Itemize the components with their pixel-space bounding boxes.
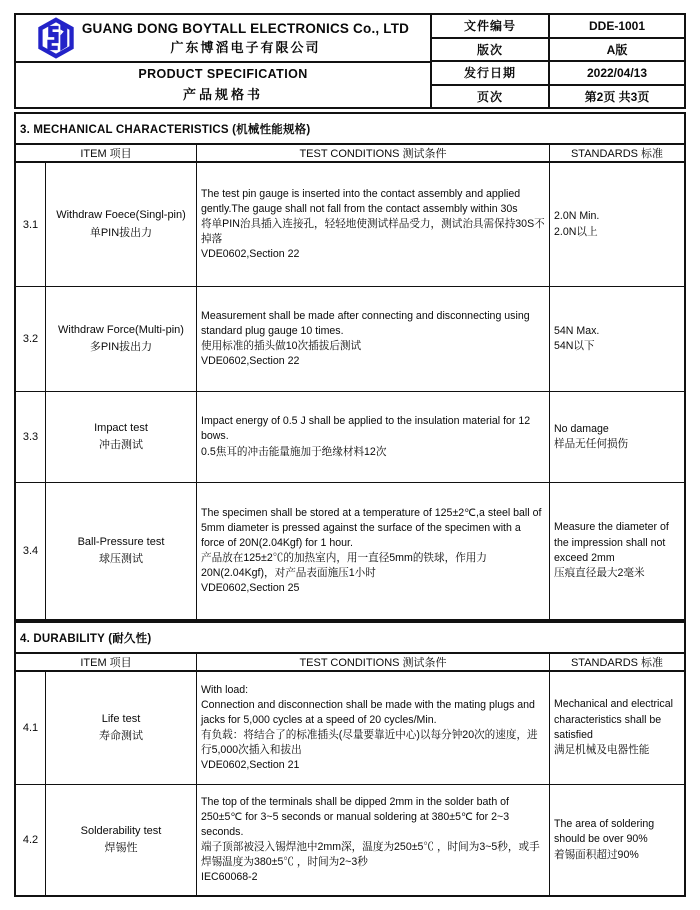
standards-cell bbox=[550, 672, 684, 784]
section-title: 3. MECHANICAL CHARACTERISTICS (机械性能规格) bbox=[16, 114, 684, 145]
info-value: DDE-1001 bbox=[588, 18, 646, 33]
condition-line: VDE0602,Section 22 bbox=[201, 355, 300, 368]
standard-line: The area of soldering should be over 90% bbox=[554, 817, 655, 846]
standard-line: 54N Max. bbox=[554, 324, 600, 337]
standards-cell bbox=[550, 163, 684, 286]
condition-line: VDE0602,Section 25 bbox=[201, 582, 300, 595]
doc-title-cn: 产品规格书 bbox=[182, 87, 263, 102]
standards-cell bbox=[550, 287, 684, 391]
info-label: 文件编号 bbox=[432, 15, 550, 37]
condition-line: 0.5焦耳的冲击能量施加于绝缘材料12次 bbox=[201, 445, 387, 458]
conditions-cell bbox=[197, 483, 550, 619]
info-value: A版 bbox=[606, 42, 628, 57]
condition-line: 使用标准的插头做10次插拔后测试 bbox=[201, 340, 362, 352]
item-name-cn: 球压测试 bbox=[99, 553, 143, 565]
item-cell bbox=[46, 785, 197, 895]
item-name-en: Withdraw Foece(Singl-pin) bbox=[56, 209, 186, 222]
document-header bbox=[14, 13, 686, 109]
conditions-cell bbox=[197, 672, 550, 784]
table-row bbox=[16, 785, 684, 895]
item-name-cn: 冲击测试 bbox=[99, 439, 143, 451]
condition-line: 产品放在125±2℃的加热室内，用一直径5mm的铁球，作用力20N(2.04Kgf)，对产品表面施压1小时 bbox=[201, 552, 487, 580]
item-name-en: Solderability test bbox=[80, 824, 162, 837]
table-header-row bbox=[16, 654, 684, 672]
info-row bbox=[432, 86, 684, 108]
condition-line: 端子顶部被浸入锡焊池中2mm深，温度为250±5℃ ，时间为3~5秒，或手焊锡温度为380±5℃ ，时间为2~3秒 bbox=[201, 841, 540, 869]
table-row bbox=[16, 672, 684, 785]
header-company-block bbox=[16, 15, 432, 107]
item-name-cn: 多PIN拔出力 bbox=[89, 341, 153, 353]
company-name-en: GUANG DONG BOYTALL ELECTRONICS Co., LTD bbox=[81, 20, 410, 36]
item-name-en: Life test bbox=[101, 712, 141, 725]
row-number: 3.4 bbox=[16, 483, 46, 619]
condition-line: 有负载：将结合了的标准插头(尽量要靠近中心)以每分钟20次的速度，进行5,000次插入和拔出 bbox=[201, 729, 538, 757]
condition-line: Measurement shall be made after connecting and disconnecting using standard plug gauge 10 times. bbox=[201, 309, 530, 337]
condition-line: Connection and disconnection shall be made with the mating plugs and jacks for 5,000 cycles at a speed of 20 cycles/Min. bbox=[201, 698, 535, 726]
table-row bbox=[16, 392, 684, 483]
item-cell bbox=[46, 483, 197, 619]
condition-line: The test pin gauge is inserted into the contact assembly and applied gently.The gauge shall not fall from the contact assembly within 30s bbox=[201, 187, 521, 215]
column-header-item: ITEM 项目 bbox=[16, 145, 197, 161]
condition-line: The specimen shall be stored at a temperature of 125±2℃,a steel ball of 5mm diameter is pressed against the surface of the specimen with a force of 20N(2.04Kgf) for 1 hour. bbox=[201, 506, 542, 549]
item-cell bbox=[46, 163, 197, 286]
info-label: 页次 bbox=[432, 86, 550, 108]
standard-line: 54N以下 bbox=[554, 340, 595, 352]
condition-line: With load: bbox=[201, 683, 249, 696]
standard-line: 压痕直径最大2毫米 bbox=[554, 567, 645, 580]
standard-line: 2.0N Min. bbox=[554, 210, 600, 223]
section bbox=[14, 112, 686, 621]
item-cell bbox=[46, 287, 197, 391]
standards-cell bbox=[550, 392, 684, 482]
info-row bbox=[432, 39, 684, 63]
item-name-cn: 焊锡性 bbox=[104, 842, 138, 854]
standard-line: Measure the diameter of the impression shall not exceed 2mm bbox=[554, 521, 669, 564]
condition-line: VDE0602,Section 22 bbox=[201, 248, 300, 261]
company-names bbox=[82, 21, 409, 56]
standard-line: Mechanical and electrical characteristics shall be satisfied bbox=[554, 698, 673, 741]
row-number: 3.2 bbox=[16, 287, 46, 391]
document-info-table bbox=[432, 15, 684, 107]
section bbox=[14, 621, 686, 897]
condition-line: 将单PIN治具插入连接孔，轻轻地使测试样品受力，测试治具需保持30S不掉落 bbox=[201, 217, 545, 246]
standard-line: 着锡面积超过90% bbox=[554, 848, 639, 861]
item-cell bbox=[46, 392, 197, 482]
standard-line: No damage bbox=[554, 422, 609, 435]
conditions-cell bbox=[197, 163, 550, 286]
condition-line: IEC60068-2 bbox=[201, 871, 258, 884]
column-header-conditions: TEST CONDITIONS 测试条件 bbox=[197, 145, 550, 161]
table-row bbox=[16, 163, 684, 287]
doc-title-block bbox=[16, 63, 430, 107]
row-number: 4.2 bbox=[16, 785, 46, 895]
info-row bbox=[432, 62, 684, 86]
column-header-conditions: TEST CONDITIONS 测试条件 bbox=[197, 654, 550, 670]
item-cell bbox=[46, 672, 197, 784]
standard-line: 样品无任何损伤 bbox=[554, 438, 629, 450]
column-header-item: ITEM 项目 bbox=[16, 654, 197, 670]
table-row bbox=[16, 287, 684, 392]
condition-line: Impact energy of 0.5 J shall be applied to the insulation material for 12 bows. bbox=[201, 415, 531, 443]
row-number: 3.3 bbox=[16, 392, 46, 482]
section-title: 4. DURABILITY (耐久性) bbox=[16, 623, 684, 654]
item-name-en: Withdraw Force(Multi-pin) bbox=[58, 323, 184, 336]
column-header-standards: STANDARDS 标准 bbox=[570, 148, 664, 160]
conditions-cell bbox=[197, 392, 550, 482]
table-body bbox=[16, 672, 684, 895]
table-body bbox=[16, 163, 684, 619]
item-name-en: Ball-Pressure test bbox=[77, 535, 165, 548]
standards-cell bbox=[550, 785, 684, 895]
row-number: 3.1 bbox=[16, 163, 46, 286]
table-header-row bbox=[16, 145, 684, 163]
condition-line: The top of the terminals shall be dipped 2mm in the solder bath of 250±5℃ for 3~5 seconds or manual soldering at 380±5℃ for 2~3 seconds. bbox=[201, 795, 510, 838]
item-name-cn: 单PIN拔出力 bbox=[89, 226, 153, 239]
conditions-cell bbox=[197, 785, 550, 895]
column-header-standards: STANDARDS 标准 bbox=[570, 657, 664, 669]
company-name-cn: 广东博滔电子有限公司 bbox=[170, 39, 321, 55]
doc-title-en: PRODUCT SPECIFICATION bbox=[138, 67, 308, 81]
company-logo-icon bbox=[37, 17, 75, 59]
standard-line: 2.0N以上 bbox=[554, 225, 598, 238]
info-label: 版次 bbox=[432, 39, 550, 61]
conditions-cell bbox=[197, 287, 550, 391]
table-row bbox=[16, 483, 684, 619]
info-row bbox=[432, 15, 684, 39]
info-label: 发行日期 bbox=[432, 62, 550, 84]
company-row bbox=[16, 15, 430, 63]
info-value: 2022/04/13 bbox=[586, 65, 648, 80]
standards-cell bbox=[550, 483, 684, 619]
row-number: 4.1 bbox=[16, 672, 46, 784]
condition-line: VDE0602,Section 21 bbox=[201, 759, 300, 772]
item-name-cn: 寿命测试 bbox=[99, 730, 143, 742]
info-value: 第2页 共3页 bbox=[584, 89, 650, 104]
item-name-en: Impact test bbox=[94, 421, 148, 434]
standard-line: 满足机械及电器性能 bbox=[554, 744, 650, 757]
